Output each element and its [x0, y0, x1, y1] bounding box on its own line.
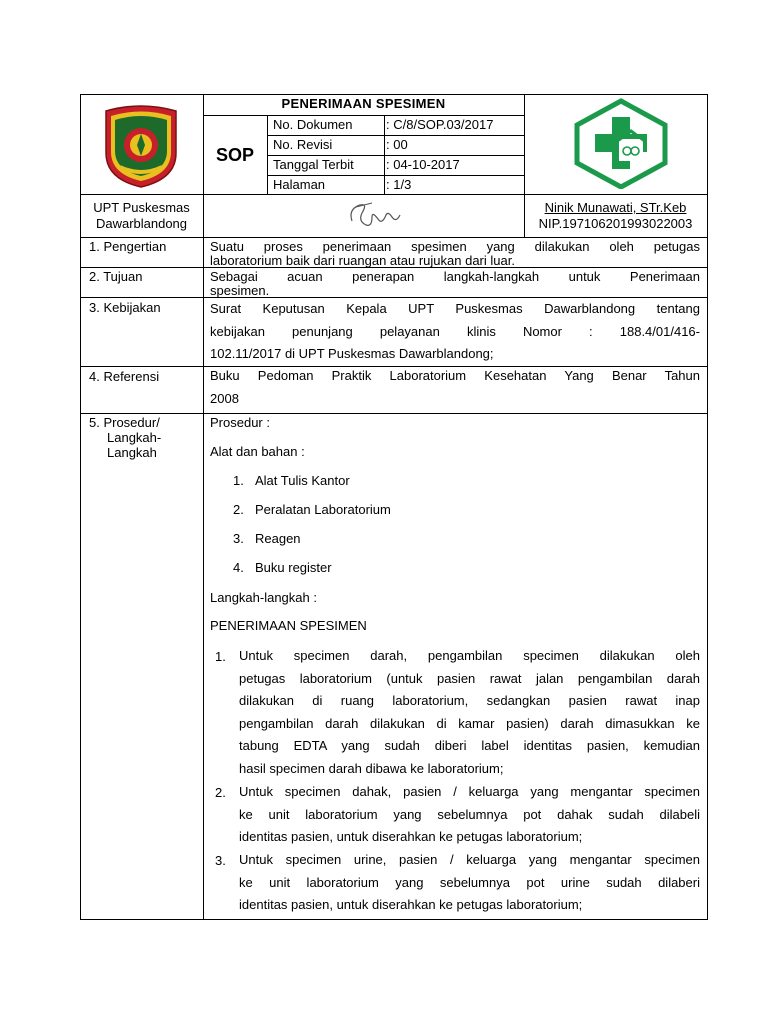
- section-label-prosedur: Langkah: [107, 445, 157, 460]
- list-item-number: 3.: [233, 531, 244, 546]
- step-line: ke unit laboratorium yang sebelumnya pot dahak sudah dilabeli: [239, 806, 700, 822]
- step-2-text: [239, 781, 700, 849]
- referensi-line: Buku Pedoman Praktik Laboratorium Kesehatan Yang Benar Tahun: [210, 368, 700, 383]
- step-line: Untuk specimen urine, pasien / keluarga yang mengantar specimen: [239, 852, 700, 867]
- section-label-referensi: 4. Referensi: [89, 369, 160, 384]
- org-name: UPT Puskesmas: [93, 200, 190, 215]
- meta-value: : 1/3: [386, 177, 412, 192]
- step-line: petugas laboratorium (untuk pasien rawat jalan pengambilan darah: [239, 670, 700, 686]
- penerimaan-subheading: PENERIMAAN SPESIMEN: [210, 618, 367, 633]
- pengertian-line: laboratorium baik dari ruangan atau rujukan dari luar.: [210, 253, 515, 268]
- list-item: Reagen: [255, 531, 301, 546]
- list-item-number: 4.: [233, 560, 244, 575]
- step-line: identitas pasien, untuk diserahkan ke petugas laboratorium;: [239, 829, 583, 844]
- signer-nip: NIP.197106201993022003: [538, 216, 693, 231]
- step-number: 3.: [215, 853, 226, 868]
- step-line: Untuk specimen dahak, pasien / keluarga yang mengantar specimen: [239, 784, 700, 799]
- kebijakan-line: kebijakan penunjang pelayanan klinis Nomor : 188.4/01/416-: [210, 323, 700, 339]
- meta-label: No. Dokumen: [273, 117, 353, 132]
- section-label-prosedur: Langkah-: [107, 430, 162, 445]
- step-line: hasil specimen darah dibawa ke laboratorium;: [239, 760, 504, 776]
- step-number: 2.: [215, 785, 226, 800]
- sop-label: SOP: [215, 145, 254, 165]
- step-number: 1.: [215, 649, 226, 664]
- list-item-number: 2.: [233, 502, 244, 517]
- step-line: dilakukan di ruang laboratorium, sedangkan pasien rawat inap: [239, 693, 700, 708]
- signer-name: Ninik Munawati, STr.Keb: [544, 200, 687, 215]
- step-line: tabung EDTA yang sudah diberi label identitas pasien, kemudian: [239, 738, 700, 753]
- pengertian-line: Suatu proses penerimaan spesimen yang dilakukan oleh petugas: [210, 239, 700, 254]
- list-item: Alat Tulis Kantor: [255, 473, 350, 488]
- prosedur-heading: Prosedur :: [210, 415, 270, 430]
- puskesmas-logo: [569, 97, 673, 189]
- meta-label: Halaman: [273, 177, 326, 192]
- step-1-text: [239, 645, 700, 780]
- section-label-prosedur: 5. Prosedur/: [89, 415, 160, 430]
- step-line: identitas pasien, untuk diserahkan ke petugas laboratorium;: [239, 897, 583, 912]
- meta-value: : C/8/SOP.03/2017: [386, 117, 494, 132]
- step-line: ke unit laboratorium yang sebelumnya pot urine sudah dilaberi: [239, 874, 700, 890]
- meta-label: Tanggal Terbit: [273, 157, 354, 172]
- section-label-pengertian: 1. Pengertian: [89, 239, 167, 254]
- section-label-tujuan: 2. Tujuan: [89, 269, 143, 284]
- list-item: Peralatan Laboratorium: [255, 502, 391, 517]
- signature-image: [342, 199, 408, 233]
- meta-value: : 00: [386, 137, 408, 152]
- meta-label: No. Revisi: [273, 137, 333, 152]
- alat-heading: Alat dan bahan :: [210, 444, 305, 459]
- meta-value: : 04-10-2017: [386, 157, 460, 172]
- step-line: pengambilan darah dilakukan di kamar pasien) darah dimasukkan ke: [239, 715, 700, 731]
- regency-seal-logo: [98, 103, 184, 189]
- tujuan-line: spesimen.: [210, 283, 270, 298]
- kebijakan-line: 102.11/2017 di UPT Puskesmas Dawarblandong;: [210, 346, 494, 361]
- step-3-text: [239, 849, 700, 917]
- section-label-kebijakan: 3. Kebijakan: [89, 300, 161, 315]
- list-item-number: 1.: [233, 473, 244, 488]
- referensi-text: [210, 365, 700, 410]
- org-location: Dawarblandong: [95, 216, 188, 231]
- document-title: PENERIMAAN SPESIMEN: [281, 96, 446, 111]
- list-item: Buku register: [255, 560, 332, 575]
- langkah-heading: Langkah-langkah :: [210, 590, 317, 605]
- step-line: Untuk specimen darah, pengambilan specimen dilakukan oleh: [239, 648, 700, 663]
- kebijakan-line: Surat Keputusan Kepala UPT Puskesmas Dawarblandong tentang: [210, 301, 700, 316]
- kebijakan-text: [210, 298, 700, 366]
- referensi-line: 2008: [210, 390, 239, 406]
- tujuan-line: Sebagai acuan penerapan langkah-langkah untuk Penerimaan: [210, 269, 700, 284]
